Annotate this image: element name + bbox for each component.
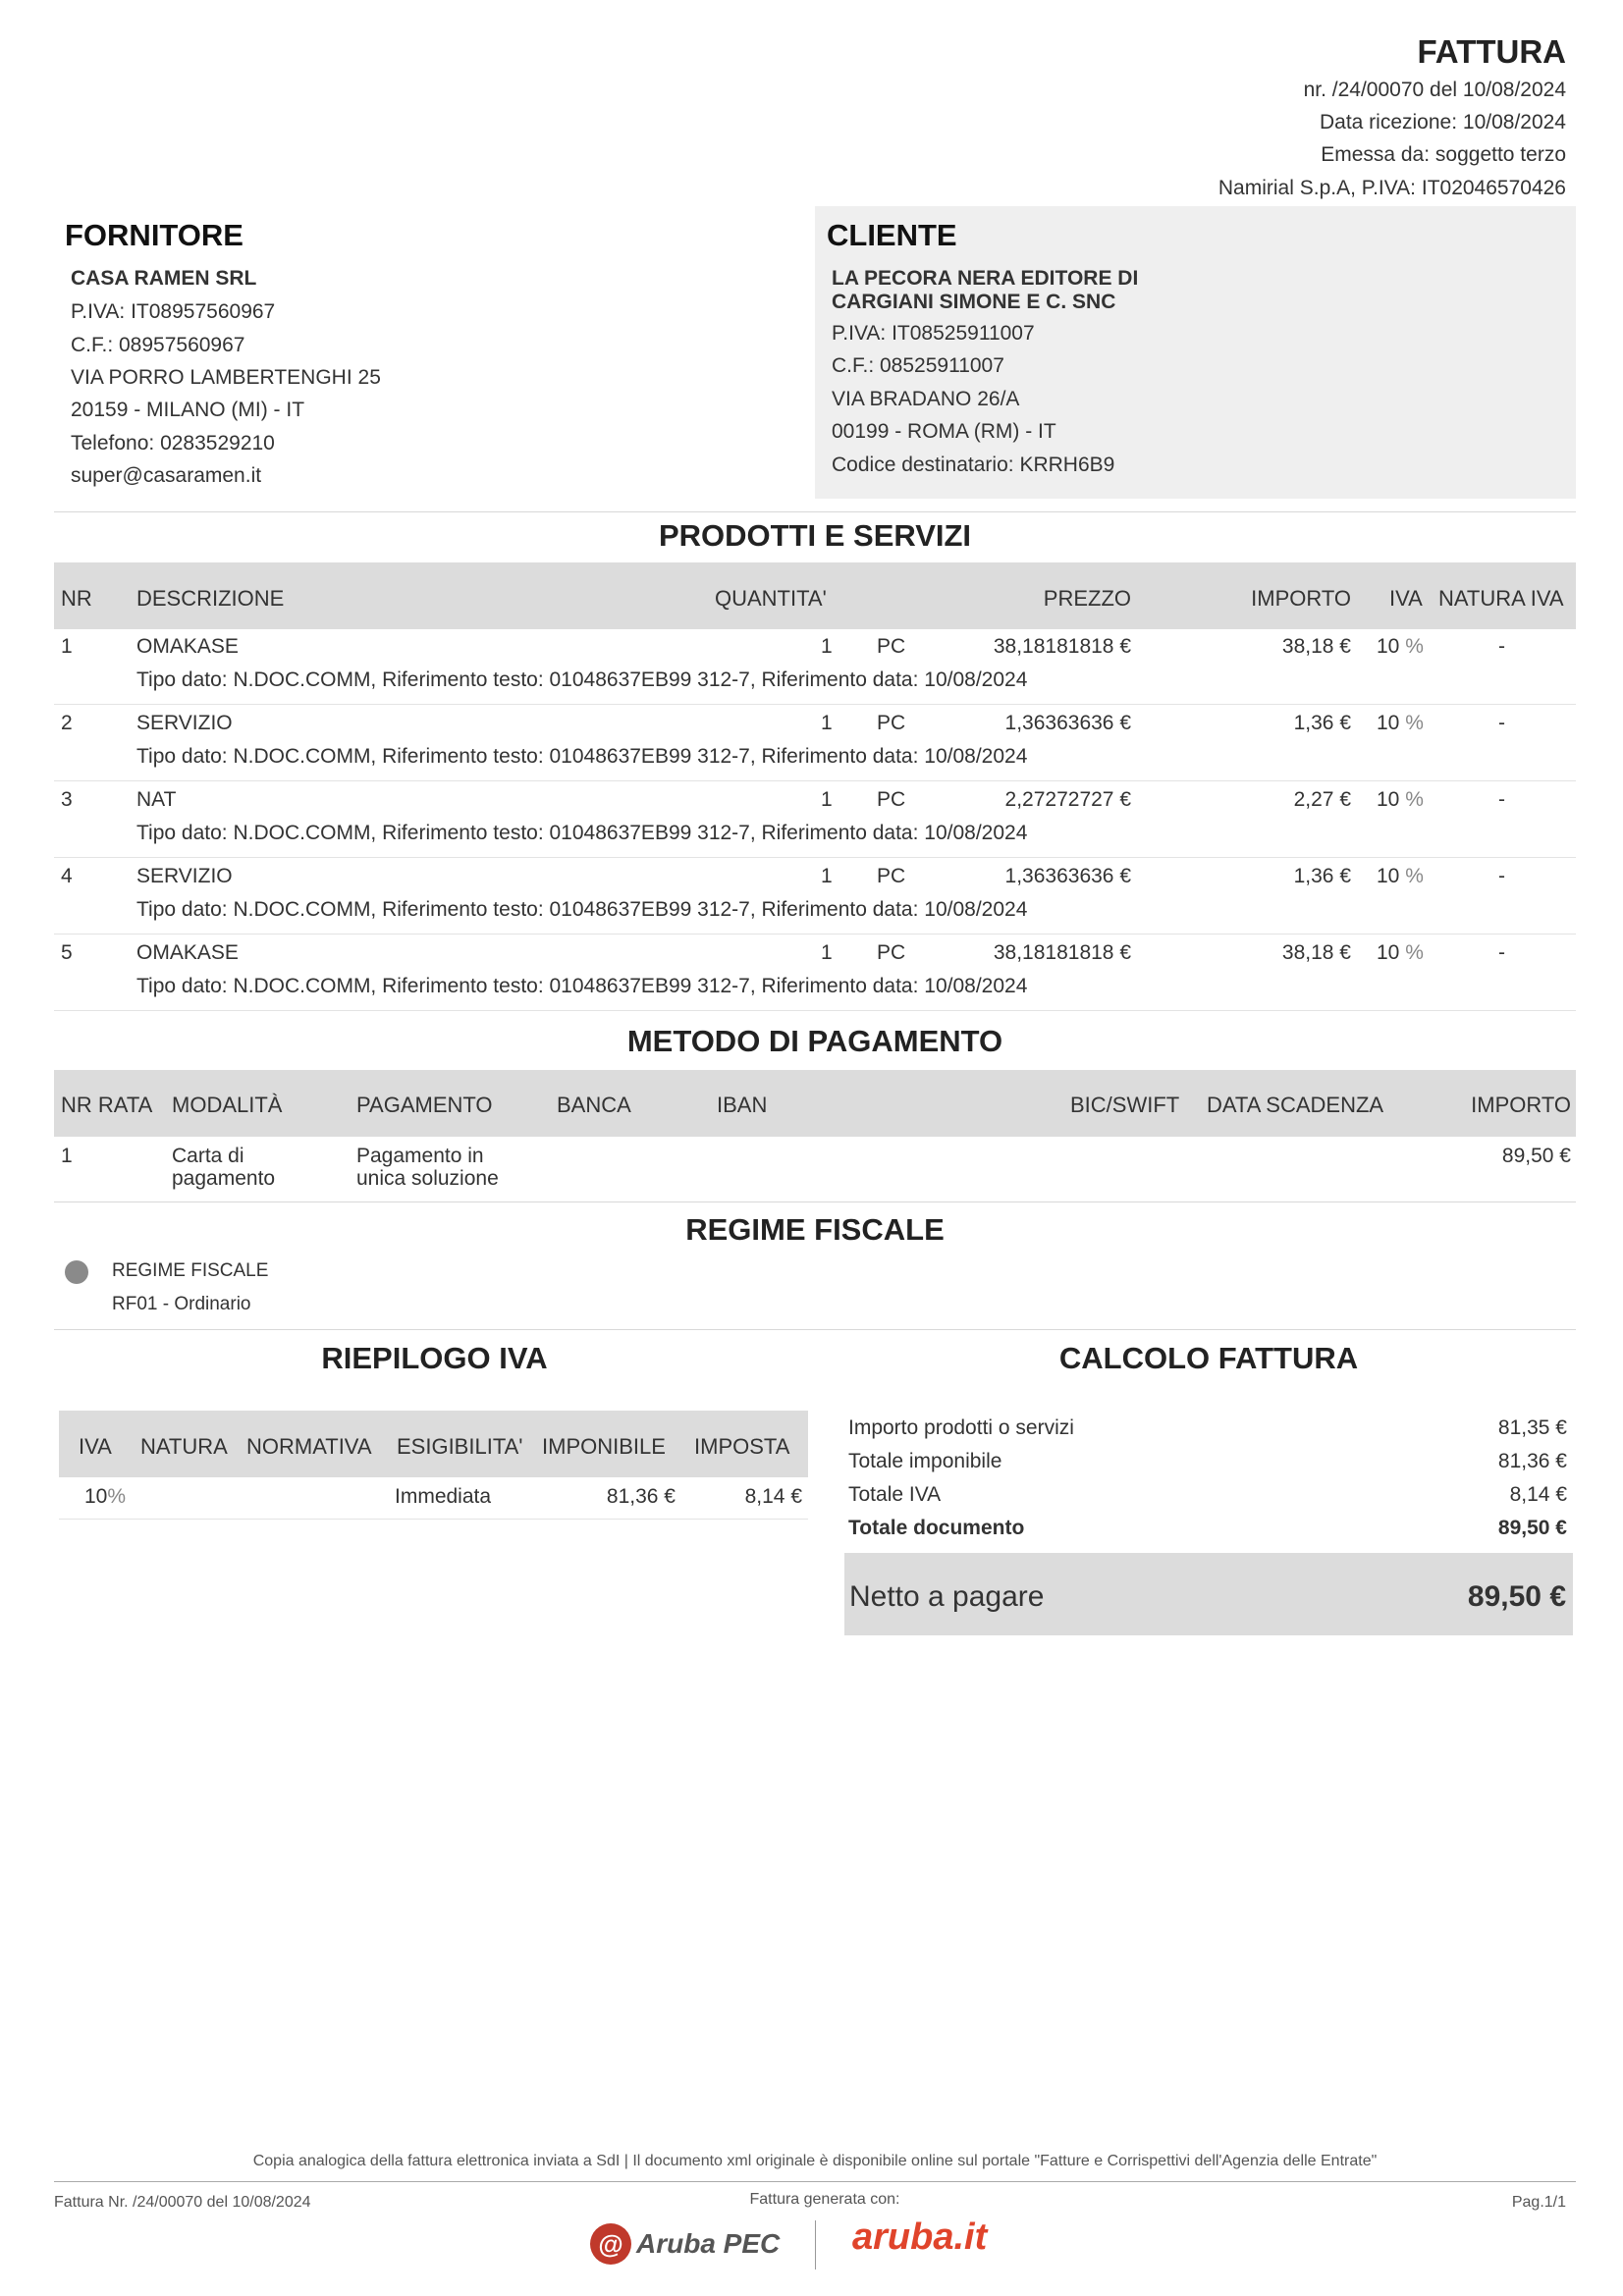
pag-modalita-2: pagamento [172,1167,276,1190]
row-quantita: 1 [821,865,833,887]
calcolo-label: Importo prodotti o servizi [848,1416,1074,1439]
row-quantita: 1 [821,635,833,658]
footer-divider [54,2181,1576,2182]
footer-invoice-ref: Fattura Nr. /24/00070 del 10/08/2024 [54,2194,311,2211]
row-descrizione: OMAKASE [136,941,239,964]
pag-modalita-1: Carta di [172,1145,244,1167]
row-importo: 38,18 € [1281,635,1351,658]
riep-imposta: 8,14 € [744,1485,802,1508]
bullet-icon [65,1260,88,1284]
row-iva: 10 % [1377,788,1424,811]
col-prezzo: PREZZO [1043,586,1131,611]
row-natura-iva: - [1498,635,1505,658]
calcolo-label: Totale imponibile [848,1450,1002,1472]
calcolo-value: 8,14 € [1509,1483,1567,1506]
col-riep-imponibile: IMPONIBILE [542,1434,666,1459]
calcolo-value: 81,35 € [1497,1416,1567,1439]
divider [54,511,1576,512]
col-importo-pag: IMPORTO [1471,1093,1571,1117]
row-importo: 2,27 € [1293,788,1351,811]
row-importo: 1,36 € [1293,712,1351,734]
row-divider [54,704,1576,705]
row-descrizione: OMAKASE [136,635,239,658]
invoice-title: FATTURA [1417,33,1566,70]
logo-separator [815,2220,816,2269]
fornitore-piva: P.IVA: IT08957560967 [71,300,276,323]
col-pagamento: PAGAMENTO [356,1093,493,1117]
row-prezzo: 2,27272727 € [1004,788,1131,811]
row-note: Tipo dato: N.DOC.COMM, Riferimento testo: 01048637EB99 312-7, Riferimento data: 10/08/2024 [136,822,1028,844]
received-date: Data ricezione: 10/08/2024 [1319,111,1566,133]
cliente-address: VIA BRADANO 26/A [832,388,1020,410]
row-note: Tipo dato: N.DOC.COMM, Riferimento testo: 01048637EB99 312-7, Riferimento data: 10/08/2024 [136,898,1028,921]
row-divider [54,857,1576,858]
row-natura-iva: - [1498,788,1505,811]
row-prezzo: 38,18181818 € [993,635,1131,658]
riepilogo-title: RIEPILOGO IVA [321,1341,548,1375]
pag-pagamento-2: unica soluzione [356,1167,499,1190]
netto-label: Netto a pagare [849,1580,1045,1613]
pag-pagamento-1: Pagamento in [356,1145,484,1167]
cliente-city: 00199 - ROMA (RM) - IT [832,420,1056,443]
row-nr: 4 [61,865,73,887]
fornitore-cf: C.F.: 08957560967 [71,334,245,356]
row-note: Tipo dato: N.DOC.COMM, Riferimento testo: 01048637EB99 312-7, Riferimento data: 10/08/2024 [136,975,1028,997]
col-riep-iva: IVA [79,1434,112,1459]
cliente-piva: P.IVA: IT08525911007 [832,322,1035,345]
aruba-it-logo: aruba.it [852,2216,988,2258]
calcolo-value: 81,36 € [1497,1450,1567,1472]
row-iva: 10 % [1377,865,1424,887]
prodotti-title: PRODOTTI E SERVIZI [658,518,972,553]
issuer-info: Namirial S.p.A, P.IVA: IT02046570426 [1217,177,1566,199]
col-banca: BANCA [557,1093,631,1117]
pag-importo: 89,50 € [1501,1145,1571,1167]
fornitore-city: 20159 - MILANO (MI) - IT [71,399,305,421]
row-unit: PC [877,712,906,734]
regime-value: RF01 - Ordinario [112,1294,251,1314]
fornitore-title: FORNITORE [65,218,243,252]
row-quantita: 1 [821,712,833,734]
riep-iva: 10% [84,1485,127,1508]
riep-imponibile: 81,36 € [606,1485,676,1508]
calcolo-label: Totale IVA [848,1483,942,1506]
netto-value: 89,50 € [1467,1580,1566,1613]
col-scadenza: DATA SCADENZA [1207,1093,1384,1117]
col-modalita: MODALITÀ [172,1093,283,1117]
cliente-title: CLIENTE [827,218,957,252]
pag-nr: 1 [61,1145,73,1167]
row-nr: 2 [61,712,73,734]
cliente-code: Codice destinatario: KRRH6B9 [832,454,1115,476]
row-importo: 1,36 € [1293,865,1351,887]
row-quantita: 1 [821,788,833,811]
fornitore-phone: Telefono: 0283529210 [71,432,275,454]
row-nr: 5 [61,941,73,964]
col-nr: NR [61,586,92,611]
col-quantita: QUANTITA' [715,586,827,611]
calcolo-value: 89,50 € [1497,1517,1567,1539]
row-descrizione: NAT [136,788,177,811]
col-iban: IBAN [717,1093,768,1117]
fornitore-name: CASA RAMEN SRL [71,267,257,290]
col-bic: BIC/SWIFT [1070,1093,1180,1117]
riep-esigibilita: Immediata [395,1485,492,1508]
invoice-number: nr. /24/00070 del 10/08/2024 [1303,79,1566,101]
aruba-pec-logo-icon: @ [590,2223,631,2265]
row-note: Tipo dato: N.DOC.COMM, Riferimento testo: 01048637EB99 312-7, Riferimento data: 10/08/2024 [136,745,1028,768]
cliente-cf: C.F.: 08525911007 [832,354,1004,377]
calcolo-title: CALCOLO FATTURA [1058,1341,1359,1375]
cliente-name-line1: LA PECORA NERA EDITORE DI [832,267,1139,290]
row-divider [54,780,1576,781]
row-prezzo: 1,36363636 € [1004,865,1131,887]
row-descrizione: SERVIZIO [136,712,233,734]
row-iva: 10 % [1377,635,1424,658]
cliente-name-line2: CARGIANI SIMONE E C. SNC [832,291,1116,313]
col-riep-natura: NATURA [140,1434,228,1459]
calcolo-label: Totale documento [848,1517,1025,1539]
row-descrizione: SERVIZIO [136,865,233,887]
divider [59,1519,808,1520]
regime-label: REGIME FISCALE [112,1260,269,1281]
col-nr-rata: NR RATA [61,1093,153,1117]
col-riep-normativa: NORMATIVA [246,1434,372,1459]
col-importo: IMPORTO [1251,586,1351,611]
row-nr: 3 [61,788,73,811]
row-importo: 38,18 € [1281,941,1351,964]
footer-page: Pag.1/1 [1511,2194,1566,2211]
col-riep-esigibilita: ESIGIBILITA' [397,1434,523,1459]
footer-generated-with: Fattura generata con: [749,2191,900,2208]
row-natura-iva: - [1498,712,1505,734]
divider [54,1329,1576,1330]
row-note: Tipo dato: N.DOC.COMM, Riferimento testo: 01048637EB99 312-7, Riferimento data: 10/08/2024 [136,668,1028,691]
row-unit: PC [877,788,906,811]
row-nr: 1 [61,635,73,658]
footer-disclaimer: Copia analogica della fattura elettronica inviata a SdI | Il documento xml originale è disponibile online sul portale "Fatture e Corrispettivi dell'Agenzia delle Entrate" [252,2153,1378,2169]
row-unit: PC [877,941,906,964]
col-riep-imposta: IMPOSTA [694,1434,790,1459]
row-prezzo: 38,18181818 € [993,941,1131,964]
row-iva: 10 % [1377,941,1424,964]
col-descrizione: DESCRIZIONE [136,586,285,611]
row-natura-iva: - [1498,941,1505,964]
fornitore-email: super@casaramen.it [71,464,262,487]
issued-by: Emessa da: soggetto terzo [1321,143,1566,166]
regime-title: REGIME FISCALE [685,1212,945,1247]
row-quantita: 1 [821,941,833,964]
fornitore-address: VIA PORRO LAMBERTENGHI 25 [71,366,381,389]
row-unit: PC [877,635,906,658]
row-natura-iva: - [1498,865,1505,887]
row-unit: PC [877,865,906,887]
row-divider [54,1010,1576,1011]
row-prezzo: 1,36363636 € [1004,712,1131,734]
col-natura-iva: NATURA IVA [1438,586,1564,611]
divider [54,1201,1576,1202]
pagamento-title: METODO DI PAGAMENTO [626,1024,1003,1058]
col-iva: IVA [1389,586,1423,611]
aruba-pec-logo: Aruba PEC [636,2228,781,2259]
row-iva: 10 % [1377,712,1424,734]
